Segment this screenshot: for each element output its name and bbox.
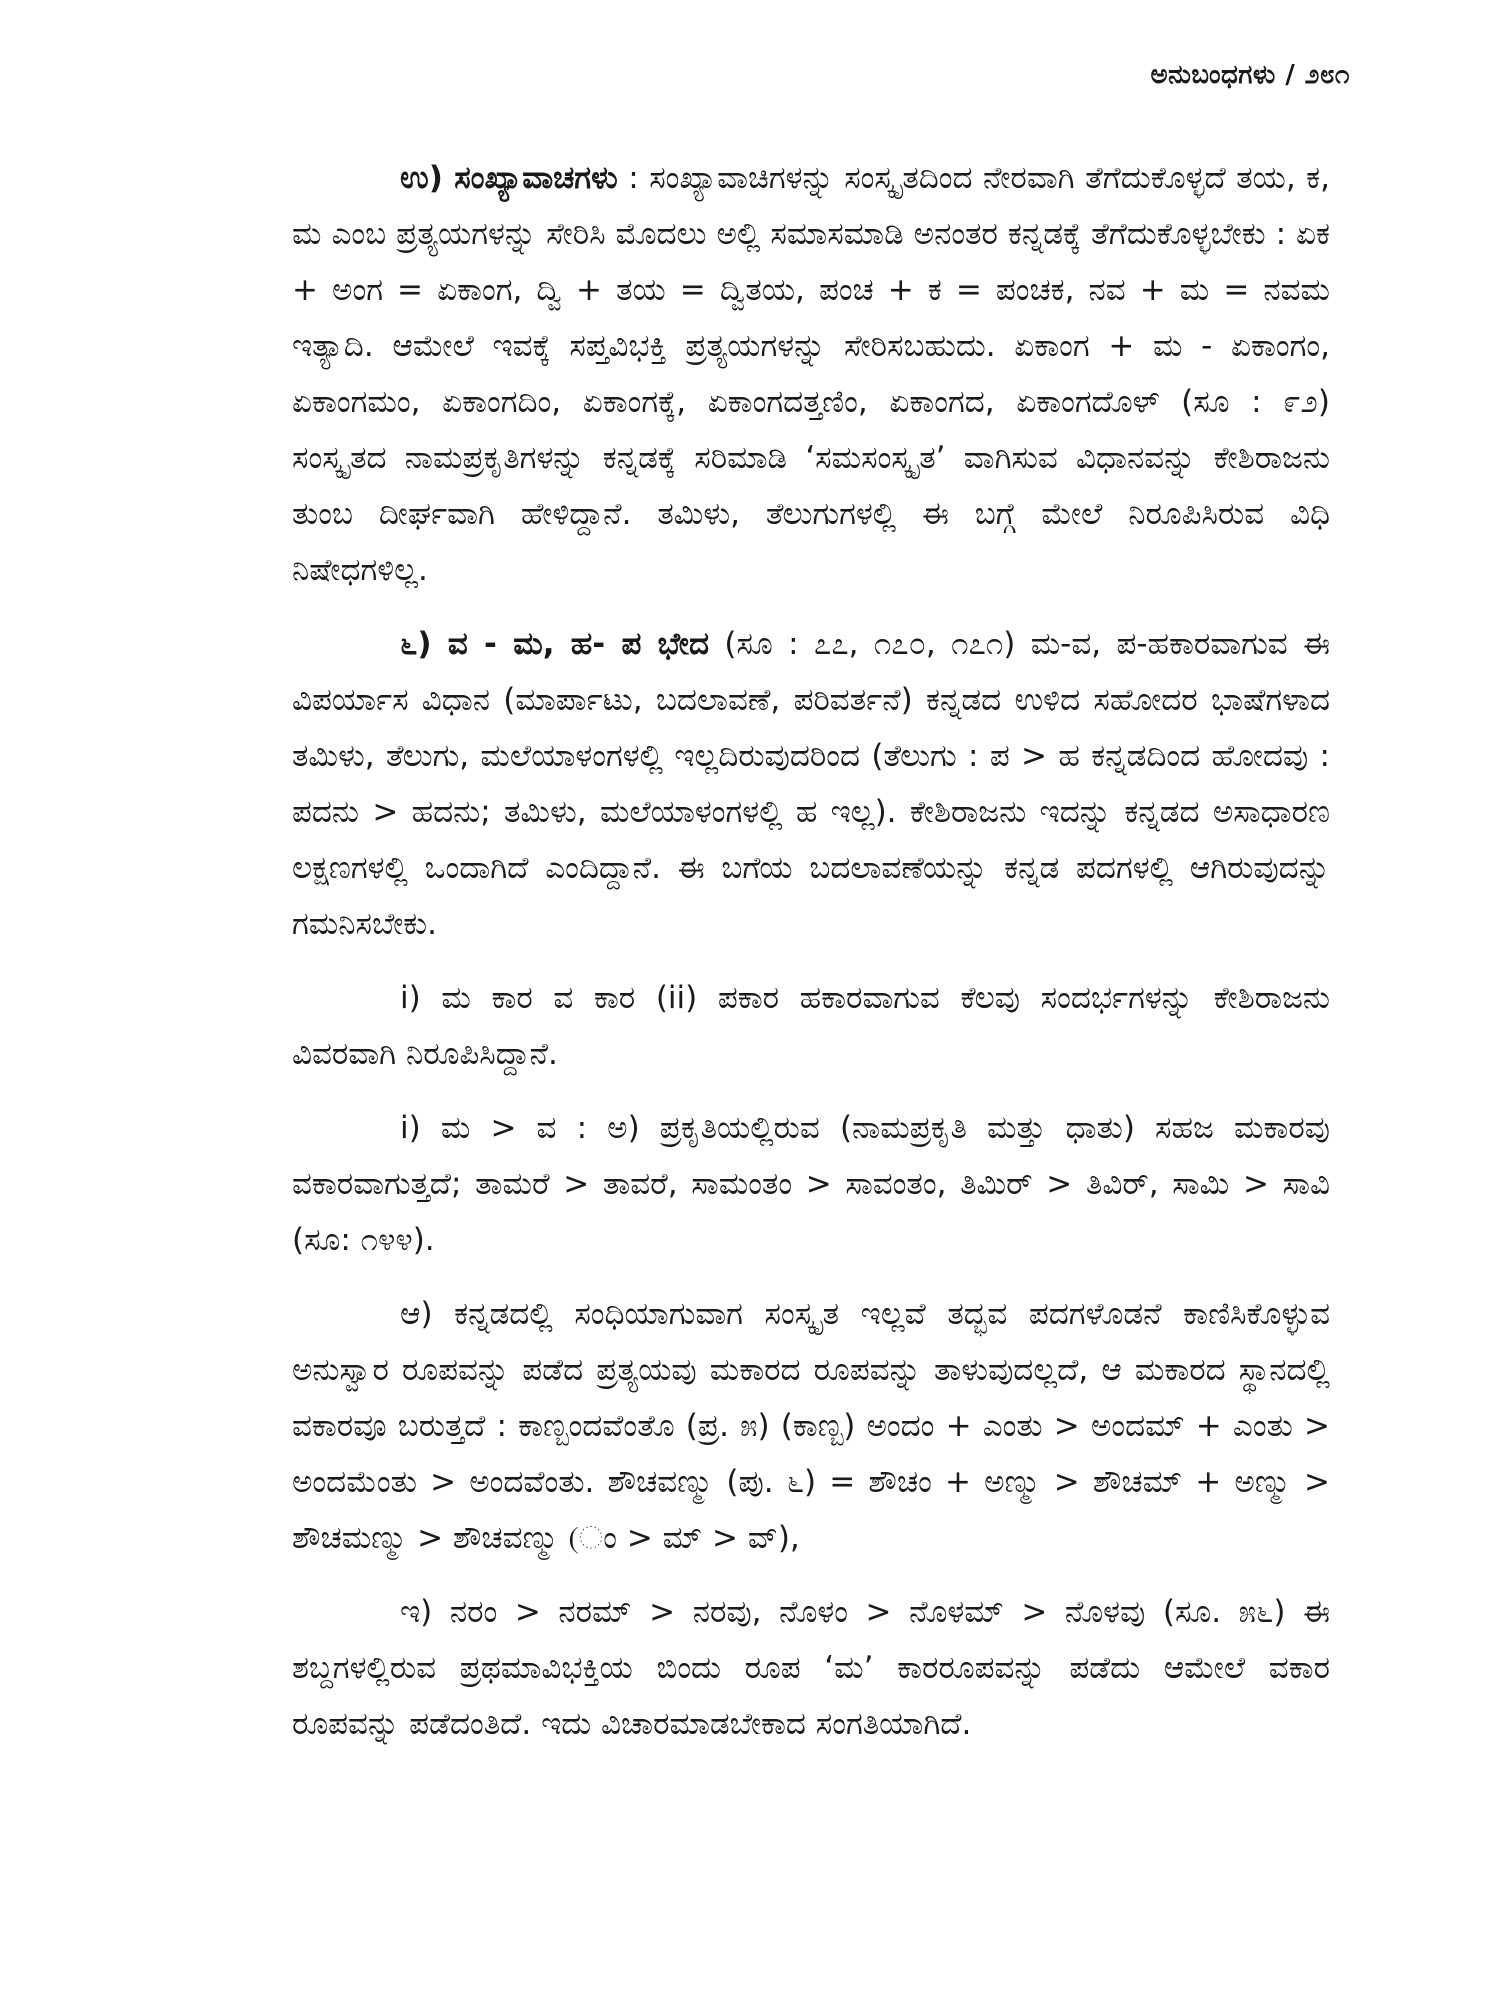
- paragraph-numerals: [292, 150, 1330, 598]
- section-heading-va-ma: ೬) ವ - ಮ, ಹ- ಪ ಭೇದ: [400, 626, 710, 662]
- body-text: [292, 150, 1330, 1752]
- paragraph-text: : ಸಂಖ್ಯಾವಾಚಿಗಳನ್ನು ಸಂಸ್ಕೃತದಿಂದ ನೇರವಾಗಿ ತೆಗೆದುಕೊಳ್ಳದೆ ತಯ, ಕ, ಮ ಎಂಬ ಪ್ರತ್ಯಯಗಳನ್ನು ಸೇರಿಸಿ ಮೊದಲು ಅಲ್ಲಿ ಸಮಾಸಮಾಡಿ ಅನಂತರ ಕನ್ನಡಕ್ಕೆ ತೆಗೆದುಕೊಳ್ಳಬೇಕು : ಏಕ + ಅಂಗ = ಏಕಾಂಗ, ದ್ವಿ + ತಯ = ದ್ವಿತಯ, ಪಂಚ + ಕ = ಪಂಚಕ, ನವ + ಮ = ನವಮ ಇತ್ಯಾದಿ. ಆಮೇಲೆ ಇವಕ್ಕೆ ಸಪ್ತವಿಭಕ್ತಿ ಪ್ರತ್ಯಯಗಳನ್ನು ಸೇರಿಸಬಹುದು. ಏಕಾಂಗ + ಮ - ಏಕಾಂಗಂ, ಏಕಾಂಗಮಂ, ಏಕಾಂಗದಿಂ, ಏಕಾಂಗಕ್ಕೆ, ಏಕಾಂಗದತ್ತಣಿಂ, ಏಕಾಂಗದ, ಏಕಾಂಗದೊಳ್ (ಸೂ : ೯೨) ಸಂಸ್ಕೃತದ ನಾಮಪ್ರಕೃತಿಗಳನ್ನು ಕನ್ನಡಕ್ಕೆ ಸರಿಮಾಡಿ ‘ಸಮಸಂಸ್ಕೃತ’ ವಾಗಿಸುವ ವಿಧಾನವನ್ನು ಕೇಶಿರಾಜನು ತುಂಬ ದೀರ್ಘವಾಗಿ ಹೇಳಿದ್ದಾನೆ. ತಮಿಳು, ತೆಲುಗುಗಳಲ್ಲಿ ಈ ಬಗ್ಗೆ ಮೇಲೆ ನಿರೂಪಿಸಿರುವ ವಿಧಿ ನಿಷೇಧಗಳಿಲ್ಲ.: [292, 160, 1330, 588]
- paragraph-text: (ಸೂ : ೭೭, ೧೭೦, ೧೭೧) ಮ-ವ, ಪ-ಹಕಾರವಾಗುವ ಈ ವಿಪರ್ಯಾಸ ವಿಧಾನ (ಮಾರ್ಪಾಟು, ಬದಲಾವಣೆ, ಪರಿವರ್ತನೆ) ಕನ್ನಡದ ಉಳಿದ ಸಹೋದರ ಭಾಷೆಗಳಾದ ತಮಿಳು, ತೆಲುಗು, ಮಲೆಯಾಳಂಗಳಲ್ಲಿ ಇಲ್ಲದಿರುವುದರಿಂದ (ತೆಲುಗು : ಪ > ಹ ಕನ್ನಡದಿಂದ ಹೋದವು : ಪದನು > ಹದನು; ತಮಿಳು, ಮಲೆಯಾಳಂಗಳಲ್ಲಿ ಹ ಇಲ್ಲ). ಕೇಶಿರಾಜನು ಇದನ್ನು ಕನ್ನಡದ ಅಸಾಧಾರಣ ಲಕ್ಷಣಗಳಲ್ಲಿ ಒಂದಾಗಿದೆ ಎಂದಿದ್ದಾನೆ. ಈ ಬಗೆಯ ಬದಲಾವಣೆಯನ್ನು ಕನ್ನಡ ಪದಗಳಲ್ಲಿ ಆಗಿರುವುದನ್ನು ಗಮನಿಸಬೇಕು.: [292, 626, 1330, 942]
- paragraph-va-ma-ha-pa: [292, 616, 1330, 952]
- paragraph-text: i) ಮ ಕಾರ ವ ಕಾರ (ii) ಪಕಾರ ಹಕಾರವಾಗುವ ಕೆಲವು ಸಂದರ್ಭಗಳನ್ನು ಕೇಶಿರಾಜನು ವಿವರವಾಗಿ ನಿರೂಪಿಸಿದ್ದಾನೆ.: [292, 980, 1330, 1072]
- paragraph-text: i) ಮ > ವ : ಅ) ಪ್ರಕೃತಿಯಲ್ಲಿರುವ (ನಾಮಪ್ರಕೃತಿ ಮತ್ತು ಧಾತು) ಸಹಜ ಮಕಾರವು ವಕಾರವಾಗುತ್ತದೆ; ತಾಮರೆ > ತಾವರೆ, ಸಾಮಂತಂ > ಸಾವಂತಂ, ತಿಮಿರ್ > ತಿವಿರ್, ಸಾಮಿ > ಸಾವಿ (ಸೂ: ೧೪೪).: [292, 1110, 1330, 1258]
- paragraph-text: ಇ) ನರಂ > ನರಮ್ > ನರವು, ನೊಳಂ > ನೊಳಮ್ > ನೊಳವು (ಸೂ. ೫೬) ಈ ಶಬ್ದಗಳಲ್ಲಿರುವ ಪ್ರಥಮಾವಿಭಕ್ತಿಯ ಬಿಂದು ರೂಪ ‘ಮ’ ಕಾರರೂಪವನ್ನು ಪಡೆದು ಆಮೇಲೆ ವಕಾರ ರೂಪವನ್ನು ಪಡೆದಂತಿದೆ. ಇದು ವಿಚಾರಮಾಡಬೇಕಾದ ಸಂಗತಿಯಾಗಿದೆ.: [292, 1594, 1330, 1742]
- paragraph-ma-to-va-i: [292, 1584, 1330, 1752]
- paragraph-text: ಆ) ಕನ್ನಡದಲ್ಲಿ ಸಂಧಿಯಾಗುವಾಗ ಸಂಸ್ಕೃತ ಇಲ್ಲವೆ ತದ್ಭವ ಪದಗಳೊಡನೆ ಕಾಣಿಸಿಕೊಳ್ಳುವ ಅನುಸ್ವಾರ ರೂಪವನ್ನು ಪಡೆದ ಪ್ರತ್ಯಯವು ಮಕಾರದ ರೂಪವನ್ನು ತಾಳುವುದಲ್ಲದೆ, ಆ ಮಕಾರದ ಸ್ಥಾನದಲ್ಲಿ ವಕಾರವೂ ಬರುತ್ತದೆ : ಕಾಣ್ಬಂದವೆಂತೊ (ಪ್ರ. ೫) (ಕಾಣ್ಬ) ಅಂದಂ + ಎಂತು > ಅಂದಮ್ + ಎಂತು > ಅಂದಮೆಂತು > ಅಂದವೆಂತು. ಶೌಚವಣ್ಮು (ಪು. ೬) = ಶೌಚಂ + ಅಣ್ಮು > ಶೌಚಮ್ + ಅಣ್ಮು > ಶೌಚಮಣ್ಮು > ಶೌಚವಣ್ಮು (ಂ > ಮ್ > ವ್),: [292, 1296, 1330, 1556]
- running-head: ಅನುಬಂಧಗಳು / ೨೮೧: [1150, 60, 1350, 90]
- paragraph-ma-to-va-aa: [292, 1286, 1330, 1566]
- section-heading-numerals: ಉ) ಸಂಖ್ಯಾವಾಚಗಳು: [400, 160, 618, 196]
- paragraph-ma-to-va-a: [292, 1100, 1330, 1268]
- paragraph-ma-va-intro: [292, 970, 1330, 1082]
